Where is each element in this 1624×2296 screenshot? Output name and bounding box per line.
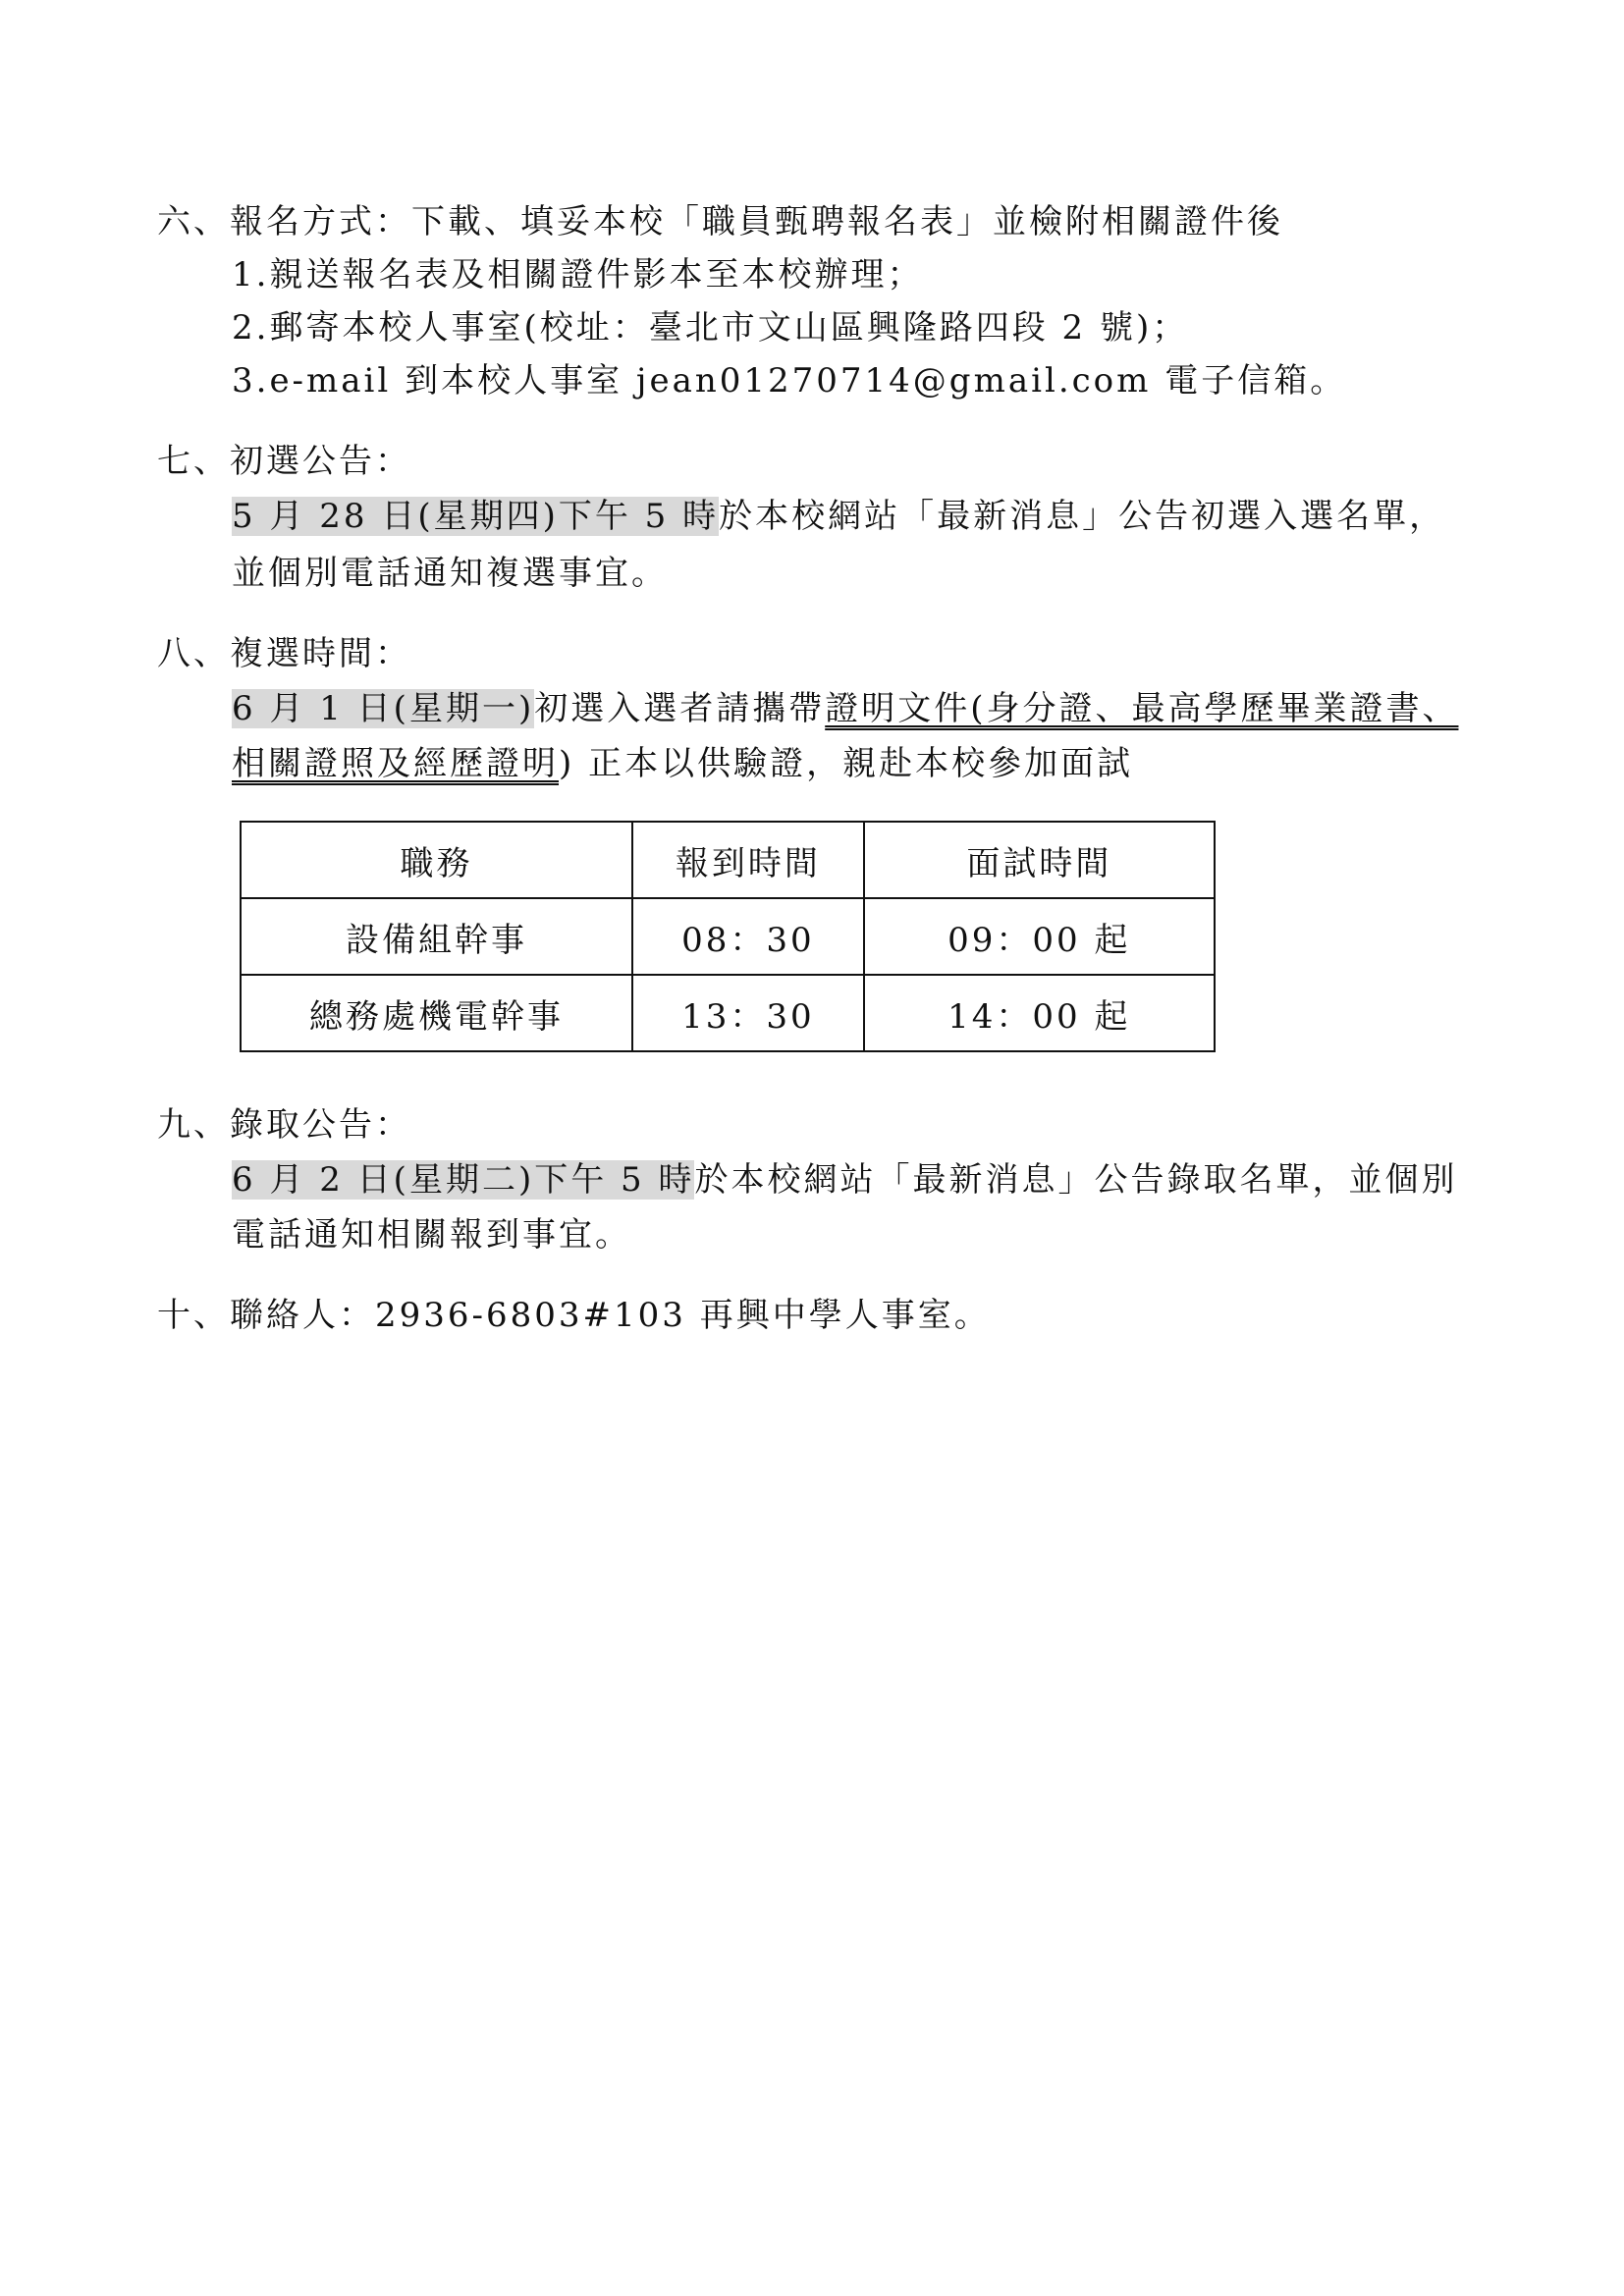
table-header-row [241,822,1215,898]
section-6-heading: 六、報名方式：下載、填妥本校「職員甄聘報名表」並檢附相關證件後 [157,202,1283,241]
section-9-text: 於本校網站「最新消息」公告錄取名單，並個別 [694,1160,1458,1200]
table-cell-position: 設備組幹事 [241,898,632,975]
table-row [241,898,1215,975]
section-8-text-2: ) 正本以供驗證，親赴本校參加面試 [559,744,1134,783]
section-10-contact: 十、聯絡人：2936-6803#103 再興中學人事室。 [157,1296,991,1335]
table-cell-interview: 09：00 起 [864,898,1215,975]
section-8-date-highlight: 6 月 1 日(星期一) [232,689,535,728]
table-header-interview: 面試時間 [864,822,1215,898]
section-6-item-2: 2.郵寄本校人事室(校址：臺北市文山區興隆路四段 2 號)； [232,308,1189,347]
table-row [241,975,1215,1051]
table-cell-position: 總務處機電幹事 [241,975,632,1051]
section-9-date-highlight: 6 月 2 日(星期二)下午 5 時 [232,1160,695,1200]
section-7-heading: 七、初選公告： [157,442,411,481]
section-9-heading: 九、錄取公告： [157,1105,411,1145]
section-8-line-2 [232,742,1133,785]
table-cell-checkin: 13：30 [632,975,864,1051]
section-8-line-1 [232,687,1458,730]
table-cell-checkin: 08：30 [632,898,864,975]
section-7-text: 於本校網站「最新消息」公告初選入選名單， [719,497,1446,536]
table-cell-interview: 14：00 起 [864,975,1215,1051]
interview-schedule-table [240,821,1216,1052]
table-header-checkin: 報到時間 [632,822,864,898]
section-8-documents-underlined-2: 相關證照及經歷證明 [232,744,559,783]
section-7-line-2: 並個別電話通知複選事宜。 [232,554,668,593]
section-8-text: 初選入選者請攜帶 [534,689,826,728]
section-9-line-1 [232,1158,1457,1201]
section-6-item-3: 3.e-mail 到本校人事室 jean01270714@gmail.com 電子信箱。 [232,361,1347,400]
section-7-line-1 [232,495,1445,538]
section-8-documents-underlined: 證明文件(身分證、最高學歷畢業證書、 [825,689,1459,728]
section-8-heading: 八、複選時間： [157,634,411,673]
section-7-date-highlight: 5 月 28 日(星期四)下午 5 時 [232,497,720,536]
table-header-position: 職務 [241,822,632,898]
section-6-item-1: 1.親送報名表及相關證件影本至本校辦理； [232,255,924,294]
section-9-line-2: 電話通知相關報到事宜。 [232,1215,631,1255]
